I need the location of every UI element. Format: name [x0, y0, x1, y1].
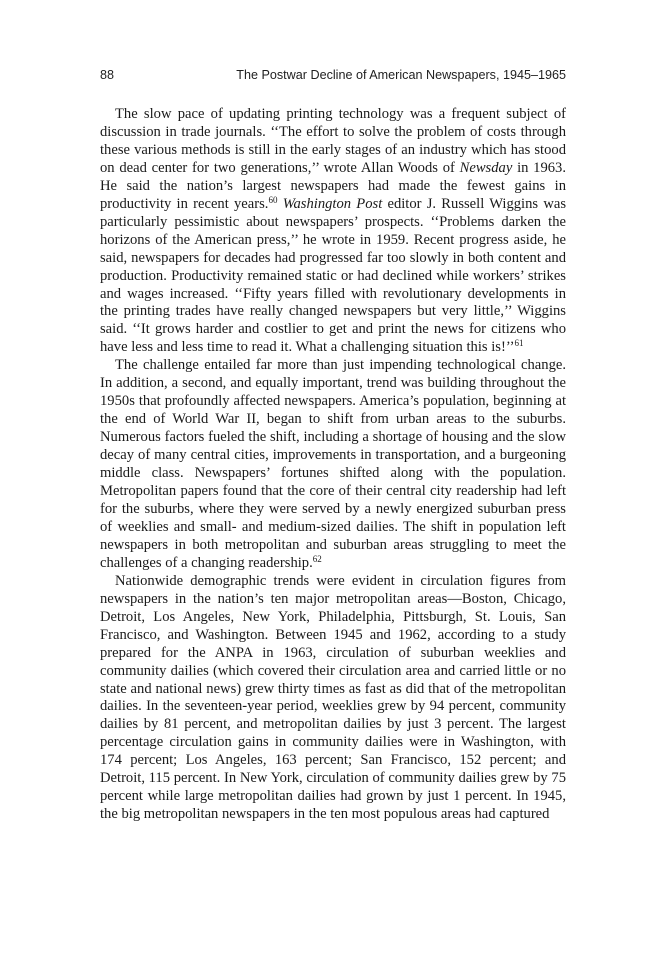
running-head [100, 68, 566, 88]
footnote-ref: 61 [514, 338, 524, 349]
footnote-ref: 60 [268, 194, 278, 205]
paragraph [100, 573, 566, 824]
text-run: in 1963. He said the nation’s largest newspapers had made the fewest gains in productivity in recent years. [100, 159, 567, 212]
book-page [100, 68, 566, 824]
running-title: The Postwar Decline of American Newspapers, 1945–1965 [236, 68, 566, 82]
body-text [100, 106, 566, 824]
italic-text: Newsday [459, 159, 513, 176]
text-run: The challenge entailed far more than just impending technological change. In addition, a second, and equally important, trend was building throughout the 1950s that profoundly affected newspapers. America’s population, beginning at the end of World War II, began to shift from urban areas to the suburbs. Numerous factors fueled the shift, including a shortage of housing and the slow decay of many central cities, improvements in transportation, and a burgeoning middle class. Newspapers’ fortunes shifted along with the population. Metropolitan papers found that the core of their central city readership had left for the suburbs, where they were served by a newly energized suburban press of weeklies and small- and medium-sized dailies. The shift in population left newspapers in both metropolitan and suburban areas struggling to meet the challenges of a changing readership. [100, 357, 566, 571]
text-run: The slow pace of updating printing technology was a frequent subject of discussion in trade journals. ‘‘The effort to solve the problem of costs through these various methods is still in the early stages of an industry which has stood on dead center for two generations,’’ wrote Allan Woods of [100, 106, 566, 176]
italic-text: Washington Post [282, 195, 383, 212]
text-run: Nationwide demographic trends were evident in circulation figures from newspapers in the nation’s ten major metropolitan areas—Boston, Chicago, Detroit, Los Angeles, New York, Philadelphia, Pittsburgh, St. Louis, San Francisco, and Washington. Between 1945 and 1962, according to a study prepared for the ANPA in 1963, circulation of suburban weeklies and community dailies (which covered their circulation area and carried little or no state and national news) grew thirty times as fast as did that of the metropolitan dailies. In the seventeen-year period, weeklies grew by 94 percent, community dailies by 81 percent, and metropolitan dailies by just 3 percent. The largest percentage circulation gains in community dailies were in Washington, with 174 percent; Los Angeles, 163 percent; San Francisco, 152 percent; and Detroit, 115 percent. In New York, circulation of community dailies grew by 75 percent while large metropolitan dailies had grown by just 1 percent. In 1945, the big metropolitan newspapers in the ten most populous areas had captured [100, 572, 566, 823]
footnote-ref: 62 [312, 553, 322, 564]
text-run: editor J. Russell Wiggins was particularly pessimistic about newspapers’ prospects. ‘‘Problems darken the horizons of the American press,’’ he wrote in 1959. Recent progress aside, he said, newspapers for decades had progressed far too slowly in both content and production. Productivity remained static or had declined while workers’ strikes and wages increased. ‘‘Fifty years filled with revolutionary developments in the printing trades have really changed newspapers but very little,’’ Wiggins said. ‘‘It grows harder and costlier to get and print the news for citizens who have less and less time to read it. What a challenging situation this is!’’ [100, 195, 567, 356]
page-number: 88 [100, 68, 115, 82]
paragraph [100, 357, 566, 572]
paragraph [100, 106, 566, 357]
